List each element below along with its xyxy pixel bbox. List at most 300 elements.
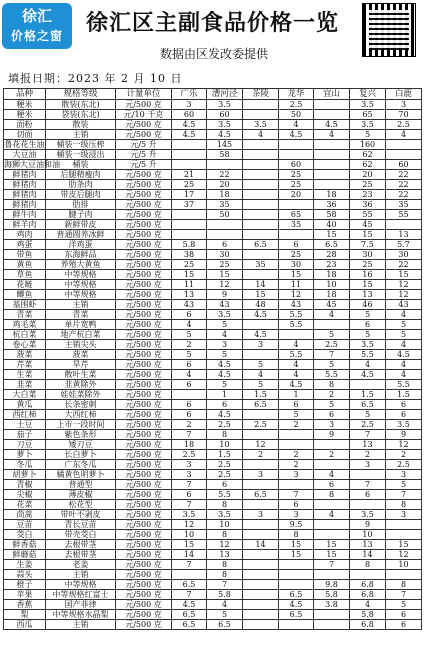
table-cell: 薄皮椒	[46, 490, 116, 500]
table-cell: 带鱼	[4, 250, 46, 260]
table-cell: 2.5	[207, 460, 243, 470]
table-row	[4, 180, 422, 190]
table-cell	[314, 320, 350, 330]
table-cell: 4.5	[243, 310, 279, 320]
table-row	[4, 490, 422, 500]
table-cell: 12	[279, 290, 314, 300]
table-cell: 6	[172, 490, 207, 500]
table-cell: 8	[314, 380, 350, 390]
table-cell: 25	[172, 260, 207, 270]
table-cell: 43	[279, 300, 314, 310]
table-cell: 鸡蛋	[4, 240, 46, 250]
table-cell	[172, 140, 207, 150]
table-cell: 60	[172, 110, 207, 120]
table-cell: 8	[350, 560, 386, 570]
price-table	[3, 88, 422, 630]
table-cell: 7	[172, 560, 207, 570]
table-cell	[243, 550, 279, 560]
table-row	[4, 610, 422, 620]
table-cell: 12	[172, 520, 207, 530]
table-cell: 鸡肉	[4, 230, 46, 240]
table-cell: 2.5	[172, 450, 207, 460]
table-cell	[243, 610, 279, 620]
table-cell: 21	[172, 170, 207, 180]
table-cell: 元/500 克	[116, 340, 172, 350]
table-cell: 元/500 克	[116, 250, 172, 260]
table-cell: 13	[350, 540, 386, 550]
table-cell: 西红柿	[4, 410, 46, 420]
table-cell: 40	[314, 220, 350, 230]
table-cell: 50	[279, 110, 314, 120]
table-cell: 黄瓜	[4, 400, 46, 410]
table-row	[4, 430, 422, 440]
table-cell: 元/500 克	[116, 470, 172, 480]
table-cell: 普通型	[46, 480, 116, 490]
table-cell: 旱芹	[46, 360, 116, 370]
table-cell: 13	[350, 440, 386, 450]
table-cell: 5.8	[314, 590, 350, 600]
table-cell: 4.5	[279, 380, 314, 390]
table-row	[4, 290, 422, 300]
table-cell: 2.5	[207, 470, 243, 480]
table-cell: 元/500 克	[116, 610, 172, 620]
table-cell: 4.5	[207, 130, 243, 140]
table-cell: 松花型	[46, 500, 116, 510]
table-cell: 25	[279, 250, 314, 260]
table-cell: 去根带茎	[46, 540, 116, 550]
table-cell	[386, 140, 422, 150]
table-cell: 62	[350, 160, 386, 170]
table-row	[4, 400, 422, 410]
table-cell	[279, 620, 314, 630]
table-cell: 9	[314, 430, 350, 440]
table-cell	[350, 380, 386, 390]
table-cell: 2	[350, 450, 386, 460]
table-row	[4, 550, 422, 560]
table-row	[4, 310, 422, 320]
table-cell: 主销	[46, 300, 116, 310]
table-cell: 5.5	[386, 380, 422, 390]
table-cell	[279, 480, 314, 490]
table-cell: 元/500 克	[116, 440, 172, 450]
table-cell	[207, 230, 243, 240]
table-cell	[243, 620, 279, 630]
table-cell: 娃娃菜除外	[46, 390, 116, 400]
table-cell: 15	[350, 280, 386, 290]
table-cell: 20	[350, 170, 386, 180]
table-cell: 5.8	[207, 590, 243, 600]
table-cell	[279, 230, 314, 240]
table-row	[4, 190, 422, 200]
table-cell: 青椒	[4, 480, 46, 490]
table-cell: 肋条肉	[46, 180, 116, 190]
table-cell: 6.5	[207, 620, 243, 630]
table-cell: 梨	[4, 610, 46, 620]
table-cell: 鸡毛菜	[4, 320, 46, 330]
table-cell: 青菜	[4, 310, 46, 320]
table-cell	[350, 570, 386, 580]
table-cell: 5	[243, 360, 279, 370]
table-row	[4, 420, 422, 430]
table-cell: 3.5	[207, 100, 243, 110]
table-cell: 4	[314, 130, 350, 140]
table-cell: 青菜	[46, 310, 116, 320]
table-cell: 3.5	[207, 120, 243, 130]
table-cell: 18	[314, 190, 350, 200]
table-cell: 5.5	[279, 350, 314, 360]
table-cell: 桶装	[46, 160, 116, 170]
table-cell: 元/500 克	[116, 410, 172, 420]
xuhui-price-window-logo	[2, 3, 72, 49]
table-cell: 15	[279, 550, 314, 560]
table-cell: 15	[314, 230, 350, 240]
table-cell: 上市一段时间	[46, 420, 116, 430]
table-cell: 25	[279, 170, 314, 180]
column-header: 龙华	[279, 89, 314, 100]
table-cell	[314, 100, 350, 110]
table-cell: 矮刀豆	[46, 440, 116, 450]
table-cell: 桶装一级浸出	[46, 150, 116, 160]
table-cell: 1.5	[350, 390, 386, 400]
qr-code-icon	[362, 3, 416, 57]
table-cell: 元/500 克	[116, 570, 172, 580]
table-cell	[314, 160, 350, 170]
table-cell: 6.8	[350, 590, 386, 600]
table-cell: 6	[207, 400, 243, 410]
table-cell	[386, 570, 422, 580]
table-cell: 中等规格水晶梨	[46, 610, 116, 620]
table-cell: 25	[350, 180, 386, 190]
table-cell: 长白萝卜	[46, 450, 116, 460]
table-row	[4, 470, 422, 480]
table-cell: 11	[172, 280, 207, 290]
table-cell: 粳米	[4, 110, 46, 120]
table-cell: 15	[350, 230, 386, 240]
table-cell: 4	[279, 370, 314, 380]
table-cell: 3	[279, 470, 314, 480]
table-cell	[172, 390, 207, 400]
table-cell: 43	[386, 300, 422, 310]
table-cell: 后腿精瘦肉	[46, 170, 116, 180]
table-cell: 2	[314, 450, 350, 460]
table-row	[4, 450, 422, 460]
table-cell: 4	[386, 130, 422, 140]
table-row	[4, 520, 422, 530]
table-cell: 2	[279, 420, 314, 430]
table-cell: 菠菜	[4, 350, 46, 360]
table-cell: 12	[207, 540, 243, 550]
table-cell: 元/500 克	[116, 390, 172, 400]
table-cell: 2.5	[243, 420, 279, 430]
table-cell: 3.5	[350, 340, 386, 350]
table-cell: 6	[314, 410, 350, 420]
table-cell: 7	[350, 480, 386, 490]
table-cell	[314, 500, 350, 510]
table-cell: 15	[279, 270, 314, 280]
table-cell: 土豆	[4, 420, 46, 430]
table-cell: 7	[279, 490, 314, 500]
table-cell: 4.5	[243, 330, 279, 340]
table-cell: 元/500 克	[116, 590, 172, 600]
table-cell: 2	[172, 420, 207, 430]
table-cell: 鲜猪肉	[4, 170, 46, 180]
table-cell: 中等规格	[46, 280, 116, 290]
table-cell	[314, 170, 350, 180]
table-cell	[243, 410, 279, 420]
table-cell: 5	[172, 350, 207, 360]
table-cell: 37	[172, 200, 207, 210]
table-cell: 4.5	[172, 600, 207, 610]
table-cell: 杭白菜	[4, 330, 46, 340]
table-cell	[172, 230, 207, 240]
table-row	[4, 500, 422, 510]
table-cell: 普通圆养冰鲜	[46, 230, 116, 240]
page-title: 徐汇区主副食品价格一览	[86, 11, 340, 36]
table-row	[4, 590, 422, 600]
table-cell: 青长豆苗	[46, 520, 116, 530]
table-cell: 60	[279, 160, 314, 170]
table-cell: 5	[386, 330, 422, 340]
table-cell: 香蕉	[4, 600, 46, 610]
table-cell: 12	[386, 290, 422, 300]
table-cell: 35	[243, 260, 279, 270]
table-cell: 30	[279, 260, 314, 270]
table-cell: 元/500 克	[116, 220, 172, 230]
table-cell	[172, 150, 207, 160]
table-cell	[172, 220, 207, 230]
table-cell	[243, 160, 279, 170]
table-row	[4, 410, 422, 420]
table-row	[4, 160, 422, 170]
table-cell: 4	[314, 470, 350, 480]
table-cell: 东海鲜品	[46, 250, 116, 260]
table-cell: 元/5 升	[116, 140, 172, 150]
table-cell: 3.5	[350, 120, 386, 130]
table-cell: 2.5	[386, 460, 422, 470]
table-cell: 生姜	[4, 560, 46, 570]
table-cell: 海狮大豆油和油	[4, 160, 60, 169]
table-cell	[350, 470, 386, 480]
table-cell: 10	[314, 280, 350, 290]
table-cell	[314, 140, 350, 150]
table-cell: 14	[243, 280, 279, 290]
table-cell: 3	[172, 460, 207, 470]
table-cell: 4	[386, 310, 422, 320]
table-cell: 元/500 克	[116, 600, 172, 610]
table-cell: 22	[386, 190, 422, 200]
table-cell: 主销	[46, 620, 116, 630]
table-cell	[314, 150, 350, 160]
table-row	[4, 350, 422, 360]
table-cell: 5	[350, 410, 386, 420]
table-cell: 元/500 克	[116, 100, 172, 110]
table-cell: 2.5	[279, 100, 314, 110]
table-cell: 6	[172, 360, 207, 370]
table-cell: 3	[386, 100, 422, 110]
table-cell: 15	[279, 540, 314, 550]
table-cell: 2.5	[386, 120, 422, 130]
table-cell	[314, 180, 350, 190]
report-date	[8, 70, 182, 86]
table-cell: 4	[243, 130, 279, 140]
table-cell: 紫色条形	[46, 430, 116, 440]
table-cell: 5	[207, 350, 243, 360]
table-cell: 主销	[46, 570, 116, 580]
table-cell: 13	[172, 290, 207, 300]
logo-line-2: 价格之窗	[10, 29, 63, 43]
table-cell: 35	[207, 200, 243, 210]
table-cell: 4.5	[350, 370, 386, 380]
table-cell: 元/500 克	[116, 170, 172, 180]
date-value: 2023 年 2 月 10 日	[68, 72, 183, 85]
table-cell: 4.5	[172, 130, 207, 140]
table-cell: 鲜猪肉	[4, 190, 46, 200]
table-cell: 10	[172, 530, 207, 540]
table-cell: 15	[386, 540, 422, 550]
table-cell: 4.5	[314, 120, 350, 130]
table-cell	[243, 190, 279, 200]
table-row	[4, 620, 422, 630]
table-cell: 鲜牛肉	[4, 210, 46, 220]
table-cell: 55	[386, 210, 422, 220]
table-cell: 元/500 克	[116, 190, 172, 200]
table-cell	[314, 620, 350, 630]
table-cell: 6	[279, 240, 314, 250]
table-cell: 48	[243, 300, 279, 310]
table-cell: 腱子肉	[46, 210, 116, 220]
table-cell: 3.5	[350, 100, 386, 110]
table-cell: 1.5	[386, 390, 422, 400]
table-cell: 5	[386, 480, 422, 490]
table-cell: 5.8	[172, 240, 207, 250]
table-cell: 4	[386, 370, 422, 380]
table-cell: 15	[314, 550, 350, 560]
table-cell	[279, 580, 314, 590]
table-cell: 18	[172, 440, 207, 450]
table-cell: 6	[314, 480, 350, 490]
table-cell: 7.5	[350, 240, 386, 250]
table-cell: 18	[314, 270, 350, 280]
table-cell: 20	[207, 180, 243, 190]
table-cell: 6	[279, 500, 314, 510]
table-cell: 3	[207, 340, 243, 350]
table-cell: 5.5	[350, 350, 386, 360]
table-cell: 元/500 克	[116, 180, 172, 190]
table-cell	[243, 530, 279, 540]
table-cell: 4	[172, 370, 207, 380]
table-cell: 3	[243, 510, 279, 520]
table-cell: 6.5	[172, 610, 207, 620]
table-cell: 西瓜	[4, 620, 46, 630]
table-cell: 元/500 克	[116, 380, 172, 390]
table-cell: 去根带茎	[46, 550, 116, 560]
table-row	[4, 110, 422, 120]
table-cell: 6	[350, 320, 386, 330]
table-cell	[243, 600, 279, 610]
table-cell: 22	[386, 180, 422, 190]
table-cell	[279, 560, 314, 570]
table-cell: 6.8	[350, 620, 386, 630]
table-cell: 23	[314, 260, 350, 270]
table-cell: 8	[207, 430, 243, 440]
table-row	[4, 460, 422, 470]
table-cell: 6.8	[350, 580, 386, 590]
table-row	[4, 230, 422, 240]
table-row	[4, 260, 422, 270]
table-cell	[314, 610, 350, 620]
table-cell	[243, 590, 279, 600]
table-cell: 16	[350, 270, 386, 280]
table-cell: 36	[314, 200, 350, 210]
table-cell	[314, 570, 350, 580]
table-cell: 1	[207, 390, 243, 400]
table-cell: 元/500 克	[116, 230, 172, 240]
table-cell: 13	[207, 550, 243, 560]
table-cell: 6	[279, 400, 314, 410]
table-cell: 10	[207, 520, 243, 530]
table-cell: 7	[314, 560, 350, 570]
table-cell: 12	[207, 280, 243, 290]
table-cell: 15	[386, 270, 422, 280]
table-cell	[243, 570, 279, 580]
table-cell: 7	[172, 480, 207, 490]
table-row	[4, 170, 422, 180]
table-cell: 鲫鱼	[4, 290, 46, 300]
table-cell: 60	[386, 160, 422, 170]
table-cell: 4	[386, 360, 422, 370]
table-cell: 9.8	[314, 580, 350, 590]
table-cell: 4	[279, 360, 314, 370]
table-cell: 5	[386, 600, 422, 610]
table-row	[4, 390, 422, 400]
table-cell	[386, 150, 422, 160]
table-cell: 4	[172, 320, 207, 330]
table-cell: 元/500 克	[116, 290, 172, 300]
table-cell: 元/500 克	[116, 620, 172, 630]
column-header: 宜山	[314, 89, 350, 100]
table-cell: 5.5	[279, 320, 314, 330]
table-cell: 25	[172, 180, 207, 190]
table-cell: 15	[314, 540, 350, 550]
table-row	[4, 100, 422, 110]
table-cell: 3	[172, 100, 207, 110]
table-cell: 13	[350, 290, 386, 300]
table-cell: 3	[243, 340, 279, 350]
table-cell: 55	[350, 210, 386, 220]
table-cell	[243, 110, 279, 120]
table-cell: 38	[172, 250, 207, 260]
table-cell: 12	[386, 550, 422, 560]
table-cell: 4.5	[207, 360, 243, 370]
table-cell: 尖椒	[4, 490, 46, 500]
table-cell: 大西红柿	[46, 410, 116, 420]
table-cell: 4.5	[279, 600, 314, 610]
table-cell: 45	[314, 300, 350, 310]
table-cell: 地产杭白菜	[46, 330, 116, 340]
table-cell: 元/500 克	[116, 510, 172, 520]
table-cell: 鲜香菇	[4, 540, 46, 550]
table-cell: 6	[172, 310, 207, 320]
table-row	[4, 580, 422, 590]
table-cell: 蒜头	[4, 570, 46, 580]
table-cell: 元/500 克	[116, 580, 172, 590]
table-cell: 中等规格	[46, 580, 116, 590]
column-header: 复兴	[350, 89, 386, 100]
table-row	[4, 250, 422, 260]
table-row	[4, 540, 422, 550]
column-header: 白鹿	[386, 89, 422, 100]
table-cell: 4	[279, 340, 314, 350]
